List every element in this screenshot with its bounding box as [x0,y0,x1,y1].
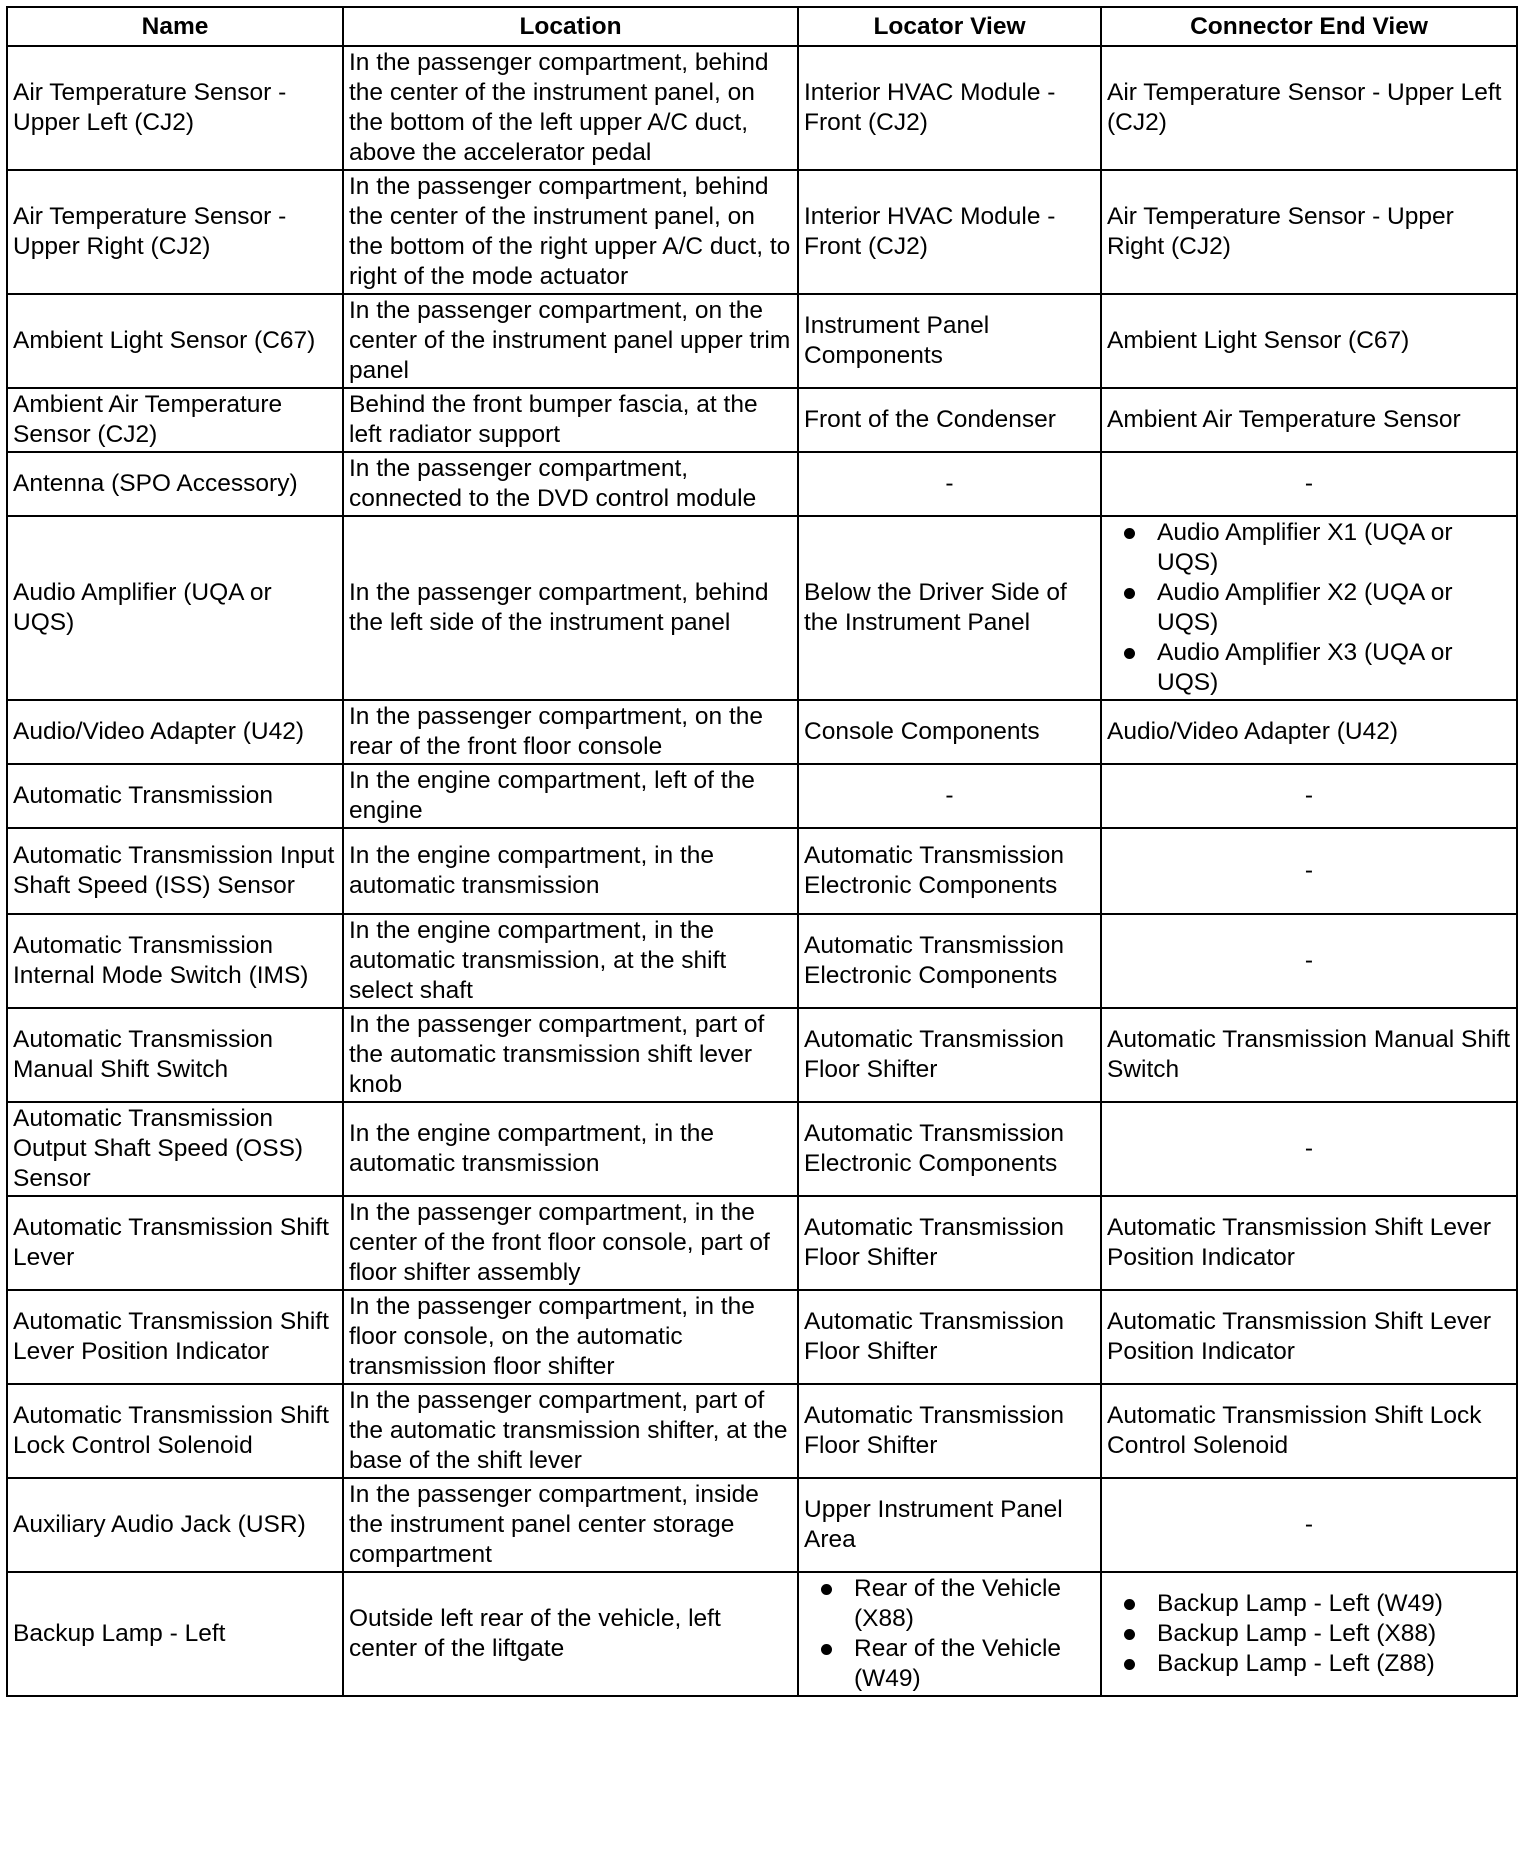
cell-location: In the passenger compartment, behind the left side of the instrument panel [343,516,798,700]
cell-location: Behind the front bumper fascia, at the left radiator support [343,388,798,452]
cell-connector-end-view: - [1101,452,1517,516]
cell-connector-end-view: Automatic Transmission Shift Lever Position Indicator [1101,1196,1517,1290]
table-row [7,1478,1517,1572]
cell-locator-view: Console Components [798,700,1101,764]
cell-name: Audio/Video Adapter (U42) [7,700,343,764]
cell-connector-end-view: Air Temperature Sensor - Upper Left (CJ2) [1101,46,1517,170]
cell-location: In the engine compartment, left of the engine [343,764,798,828]
cell-locator-view: Interior HVAC Module - Front (CJ2) [798,46,1101,170]
cell-location: In the engine compartment, in the automatic transmission, at the shift select shaft [343,914,798,1008]
cell-locator-view: - [798,764,1101,828]
cell-name: Backup Lamp - Left [7,1572,343,1696]
cell-locator-view: Automatic Transmission Floor Shifter [798,1384,1101,1478]
table-header-row [7,7,1517,46]
cell-locator-view: Automatic Transmission Floor Shifter [798,1196,1101,1290]
bullet-item: Audio Amplifier X1 (UQA or UQS) [1107,518,1511,578]
cell-location: In the passenger compartment, inside the instrument panel center storage compartment [343,1478,798,1572]
cell-location: In the passenger compartment, behind the center of the instrument panel, on the bottom of the left upper A/C duct, above the accelerator pedal [343,46,798,170]
table-row [7,1008,1517,1102]
cell-locator-view: - [798,452,1101,516]
cell-connector-end-view: Automatic Transmission Shift Lever Position Indicator [1101,1290,1517,1384]
cell-name: Automatic Transmission Shift Lever Position Indicator [7,1290,343,1384]
table-row [7,1572,1517,1696]
cell-locator-view: Automatic Transmission Electronic Components [798,914,1101,1008]
cell-locator-view: Front of the Condenser [798,388,1101,452]
table-row [7,828,1517,914]
cell-name: Automatic Transmission Manual Shift Switch [7,1008,343,1102]
cell-location: In the passenger compartment, in the floor console, on the automatic transmission floor shifter [343,1290,798,1384]
cell-connector-end-view: - [1101,764,1517,828]
cell-location: In the engine compartment, in the automatic transmission [343,828,798,914]
bullet-item: Rear of the Vehicle (X88) [804,1574,1095,1634]
cell-connector-end-view: - [1101,828,1517,914]
cell-locator-view: Below the Driver Side of the Instrument Panel [798,516,1101,700]
cell-locator-view: Upper Instrument Panel Area [798,1478,1101,1572]
cell-locator-view: Automatic Transmission Floor Shifter [798,1008,1101,1102]
cell-connector-end-view: Automatic Transmission Manual Shift Switch [1101,1008,1517,1102]
cell-locator-view: Instrument Panel Components [798,294,1101,388]
cell-location: Outside left rear of the vehicle, left center of the liftgate [343,1572,798,1696]
table-row [7,700,1517,764]
bullet-list [804,1574,1095,1694]
table-row [7,1196,1517,1290]
cell-location: In the passenger compartment, part of the automatic transmission shift lever knob [343,1008,798,1102]
cell-connector-end-view [1101,1572,1517,1696]
bullet-item: Audio Amplifier X2 (UQA or UQS) [1107,578,1511,638]
table-row [7,388,1517,452]
cell-name: Automatic Transmission [7,764,343,828]
component-locator-sheet [6,6,1516,1697]
cell-location: In the passenger compartment, on the rear of the front floor console [343,700,798,764]
cell-name: Automatic Transmission Internal Mode Switch (IMS) [7,914,343,1008]
cell-locator-view: Automatic Transmission Floor Shifter [798,1290,1101,1384]
bullet-item: Backup Lamp - Left (X88) [1107,1619,1511,1649]
column-header-connector-end-view: Connector End View [1101,7,1517,46]
cell-location: In the passenger compartment, on the center of the instrument panel upper trim panel [343,294,798,388]
table-row [7,452,1517,516]
cell-connector-end-view [1101,516,1517,700]
table-row [7,294,1517,388]
cell-connector-end-view: Audio/Video Adapter (U42) [1101,700,1517,764]
table-body [7,46,1517,1696]
cell-locator-view: Automatic Transmission Electronic Components [798,828,1101,914]
cell-connector-end-view: - [1101,914,1517,1008]
cell-connector-end-view: - [1101,1478,1517,1572]
cell-location: In the passenger compartment, in the center of the front floor console, part of floor shifter assembly [343,1196,798,1290]
table-row [7,170,1517,294]
bullet-list [1107,1589,1511,1679]
bullet-item: Rear of the Vehicle (W49) [804,1634,1095,1694]
cell-name: Auxiliary Audio Jack (USR) [7,1478,343,1572]
column-header-location: Location [343,7,798,46]
cell-location: In the engine compartment, in the automatic transmission [343,1102,798,1196]
cell-name: Antenna (SPO Accessory) [7,452,343,516]
table-row [7,1384,1517,1478]
table-row [7,1102,1517,1196]
cell-location: In the passenger compartment, behind the center of the instrument panel, on the bottom of the right upper A/C duct, to right of the mode actuator [343,170,798,294]
table-row [7,516,1517,700]
cell-name: Automatic Transmission Shift Lever [7,1196,343,1290]
cell-name: Automatic Transmission Input Shaft Speed (ISS) Sensor [7,828,343,914]
cell-name: Automatic Transmission Output Shaft Speed (OSS) Sensor [7,1102,343,1196]
table-row [7,1290,1517,1384]
cell-name: Audio Amplifier (UQA or UQS) [7,516,343,700]
cell-locator-view [798,1572,1101,1696]
cell-locator-view: Automatic Transmission Electronic Components [798,1102,1101,1196]
table-row [7,46,1517,170]
cell-connector-end-view: Ambient Air Temperature Sensor [1101,388,1517,452]
cell-connector-end-view: Ambient Light Sensor (C67) [1101,294,1517,388]
cell-name: Ambient Air Temperature Sensor (CJ2) [7,388,343,452]
cell-location: In the passenger compartment, connected to the DVD control module [343,452,798,516]
component-locator-table [6,6,1518,1697]
table-row [7,914,1517,1008]
cell-connector-end-view: Air Temperature Sensor - Upper Right (CJ2) [1101,170,1517,294]
column-header-locator-view: Locator View [798,7,1101,46]
cell-connector-end-view: Automatic Transmission Shift Lock Control Solenoid [1101,1384,1517,1478]
cell-name: Ambient Light Sensor (C67) [7,294,343,388]
cell-name: Air Temperature Sensor - Upper Right (CJ2) [7,170,343,294]
column-header-name: Name [7,7,343,46]
cell-connector-end-view: - [1101,1102,1517,1196]
table-row [7,764,1517,828]
cell-locator-view: Interior HVAC Module - Front (CJ2) [798,170,1101,294]
bullet-list [1107,518,1511,698]
cell-name: Air Temperature Sensor - Upper Left (CJ2) [7,46,343,170]
cell-location: In the passenger compartment, part of the automatic transmission shifter, at the base of the shift lever [343,1384,798,1478]
bullet-item: Audio Amplifier X3 (UQA or UQS) [1107,638,1511,698]
cell-name: Automatic Transmission Shift Lock Control Solenoid [7,1384,343,1478]
bullet-item: Backup Lamp - Left (W49) [1107,1589,1511,1619]
bullet-item: Backup Lamp - Left (Z88) [1107,1649,1511,1679]
